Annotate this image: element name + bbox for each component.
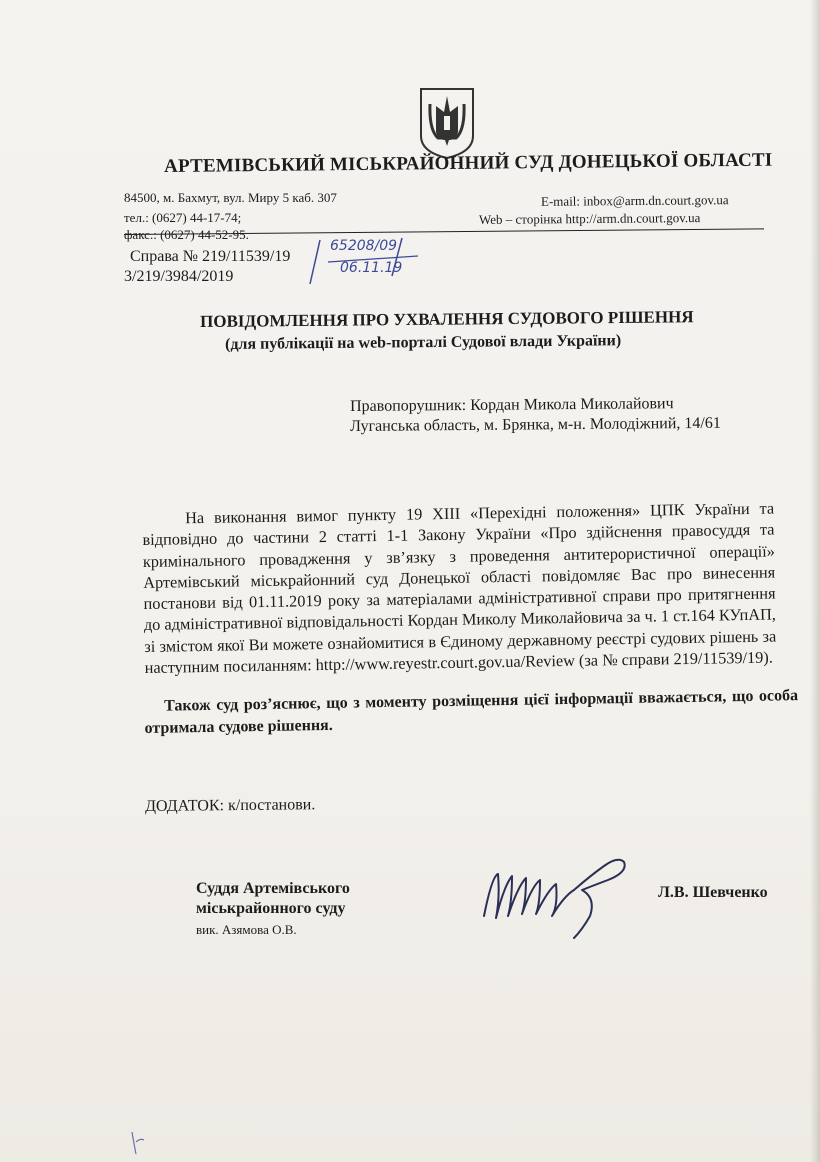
document-subtitle: (для публікації на web-порталі Судової влади України) [225, 332, 622, 353]
court-address: 84500, м. Бахмут, вул. Миру 5 каб. 307 [124, 190, 337, 205]
notice-body [142, 498, 777, 679]
notice-emphasis: Також суд роз’яснює, що з моменту розміщення цієї інформації вважається, що особа отримала судове рішення. [144, 687, 799, 737]
court-phone: тел.: (0627) 44-17-74; [124, 210, 242, 225]
registration-stamp [306, 236, 426, 288]
court-name: АРТЕМІВСЬКИЙ МІСЬКРАЙОННИЙ СУД ДОНЕЦЬКОЇ ОБЛАСТІ [164, 149, 773, 177]
executor-note: вик. Азямова О.В. [196, 922, 297, 937]
stamp-date: 06.11.19 [340, 260, 403, 276]
offender-address: Луганська область, м. Брянка, м-н. Молодіжний, 14/61 [350, 414, 721, 435]
case-number: Справа № 219/11539/19 [130, 248, 291, 265]
court-fax: факс.: (0627) 44-52-95. [124, 227, 249, 242]
appendix-line: ДОДАТОК: к/постанови. [145, 796, 316, 815]
judge-title-line1: Суддя Артемівського [196, 880, 350, 897]
stamp-number: 65208/09 [330, 238, 398, 254]
pen-mark [128, 1128, 150, 1156]
handwritten-signature [478, 846, 638, 946]
judge-title-line2: міськрайонного суду [196, 900, 346, 917]
offender-name: Правопорушник: Кордан Микола Миколайович [350, 395, 674, 415]
judge-name: Л.В. Шевченко [658, 884, 768, 901]
notice-paragraph: На виконання вимог пункту 19 ХІІІ «Перехідні положення» ЦПК України та відповідно до частини 2 статті 1-1 Закону України «Про здійснення правосуддя та кримінального провадження у зв’язку з проведення антитерористичної операції» Артемівський міськрайонний суд Донецької області повідомляє Вас про винесення постанови від 01.11.2019 року за матеріалами адміністративної справи про притягнення до адміністративної відповідальності Кордан Миколу Миколайовича за ч. 1 ст.164 КУпАП, зі змістом якої Ви можете ознайомитися в Єдиному державному реєстрі судових рішень за наступним посиланням: http://www.reyestr.court.gov.ua/Review (за № справи 219/11539/19). [142, 498, 777, 678]
proceeding-number: 3/219/3984/2019 [124, 268, 234, 285]
page-edge-shadow [810, 0, 820, 1162]
court-website: Web – сторінка http://arm.dn.court.gov.ua [478, 210, 701, 227]
coat-of-arms-icon [418, 86, 476, 160]
document-title: ПОВІДОМЛЕННЯ ПРО УХВАЛЕННЯ СУДОВОГО РІШЕННЯ [200, 307, 694, 331]
court-email: E-mail: inbox@arm.dn.court.gov.ua [540, 192, 729, 209]
